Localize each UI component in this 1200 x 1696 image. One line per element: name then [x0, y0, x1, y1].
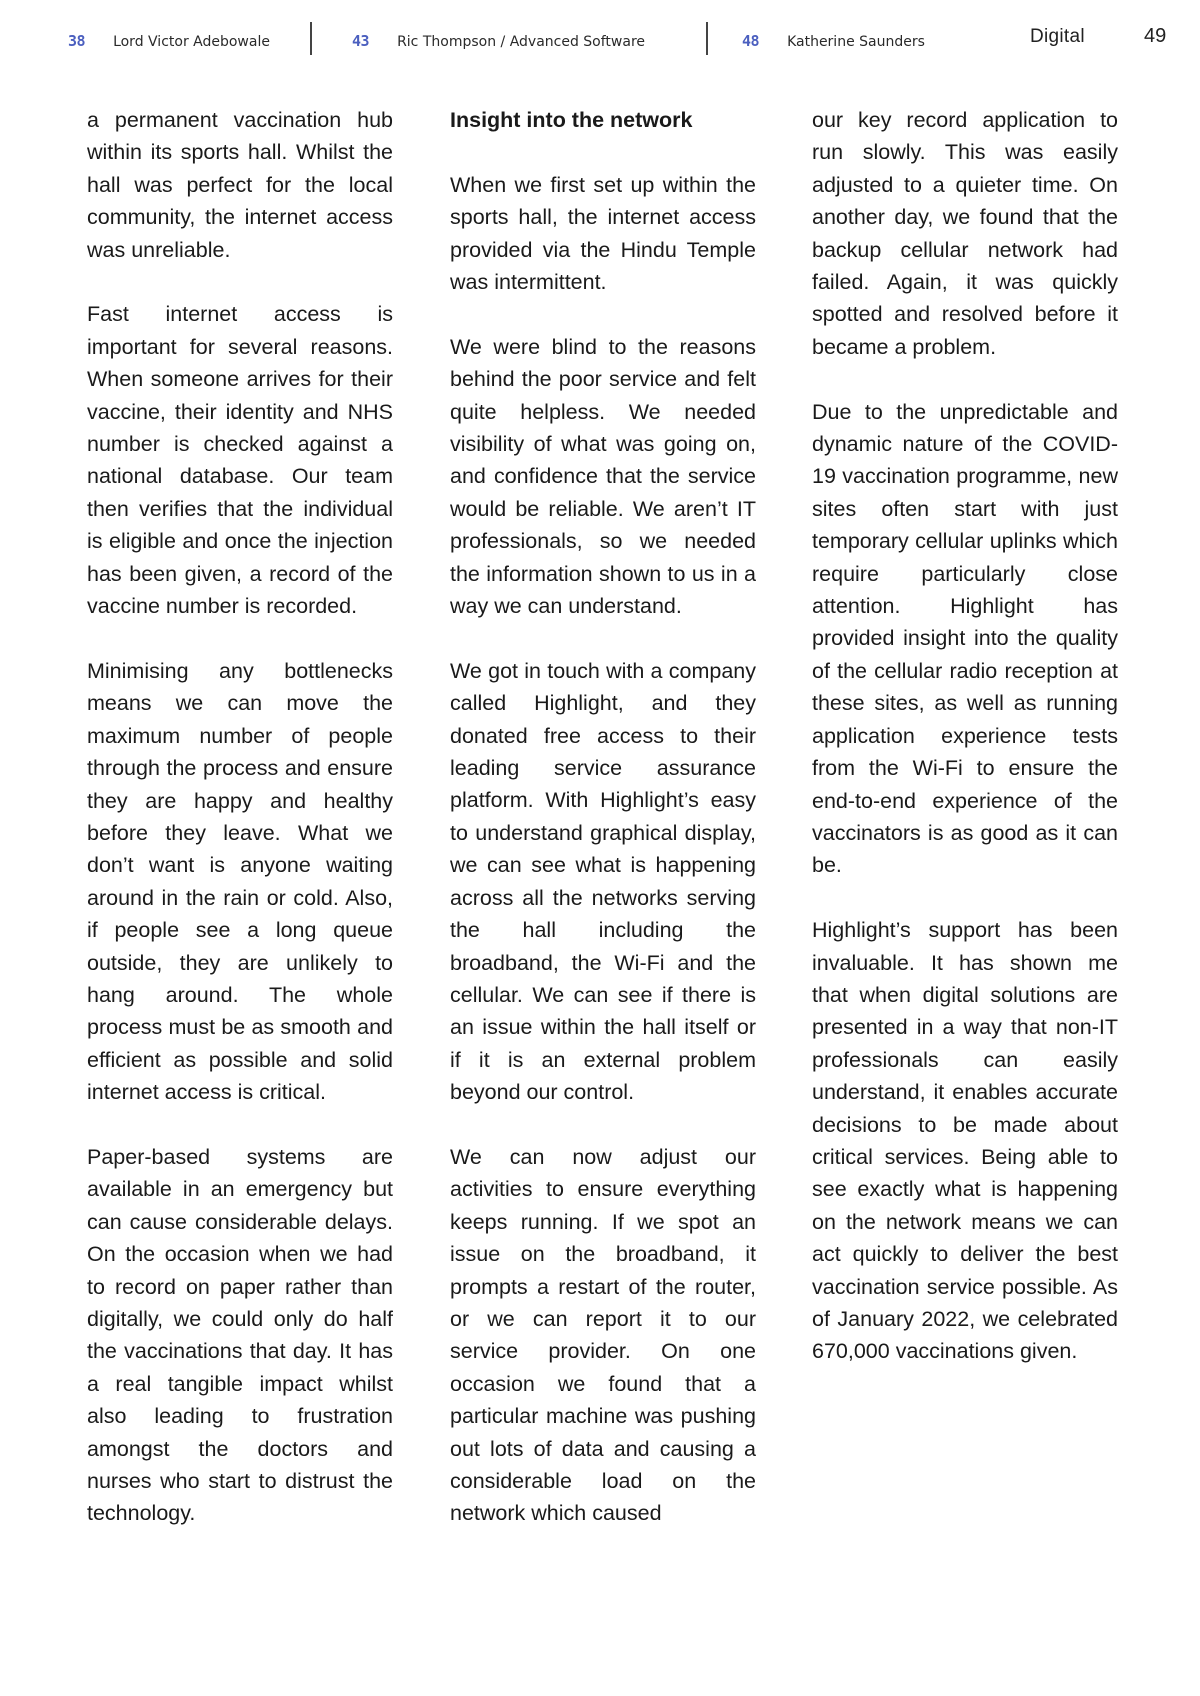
- paragraph: our key record application to run slowly. This was easily adjusted to a quieter time. On another day, we found that the backup cellular network had failed. Again, it was quickly spotted and resolved before it became a problem.: [812, 108, 1118, 359]
- nav-page-number: 48: [742, 32, 760, 50]
- paragraph: Due to the unpredictable and dynamic nature of the COVID-19 vaccination programme, new sites often start with just temporary cellular uplinks which require particularly close attention. Highlight has provided insight into the quality of the cellular radio reception at these sites, as well as running application experience tests from the Wi-Fi to ensure the end-to-end experience of the vaccinators is as good as it can be.: [812, 399, 1118, 878]
- nav-divider: [310, 22, 312, 55]
- section-heading: Insight into the network: [450, 108, 693, 132]
- page-number: 49: [1144, 25, 1167, 47]
- paragraph: We can now adjust our activities to ensure everything keeps running. If we spot an issue on the broadband, it prompts a restart of the router, or we can report it to our service provider. On one occasion we found that a particular machine was pushing out lots of data and causing a considerable load on the network which caused: [450, 1144, 756, 1526]
- nav-name: Katherine Saunders: [787, 34, 925, 50]
- text-column-1: [87, 104, 393, 1562]
- section-title: Digital: [1030, 26, 1085, 47]
- nav-page-number: 43: [352, 32, 370, 50]
- nav-page-number: 38: [68, 32, 86, 50]
- paragraph: Highlight’s support has been invaluable. It has shown me that when digital solutions are presented in a way that non-IT professionals can easily understand, it enables accurate decisions to be made about critical services. Being able to see exactly what is happening on the network means we can act quickly to deliver the best vaccination service possible. As of January 2022, we celebrated 670,000 vaccinations given.: [812, 918, 1118, 1364]
- paragraph: Fast internet access is important for several reasons. When someone arrives for their vaccine, their identity and NHS number is checked against a national database. Our team then verifies that the individual is eligible and once the injection has been given, a record of the vaccine number is recorded.: [87, 302, 393, 619]
- nav-link-thompson[interactable]: [352, 32, 645, 50]
- nav-link-saunders[interactable]: [742, 32, 925, 50]
- nav-name: Ric Thompson / Advanced Software: [397, 34, 646, 50]
- nav-name: Lord Victor Adebowale: [113, 34, 270, 50]
- paragraph: Paper-based systems are available in an emergency but can cause considerable delays. On the occasion when we had to record on paper rather than digitally, we could only do half the vaccinations that day. It has a real tangible impact whilst also leading to frustration amongst the doctors and nurses who start to distrust the technology.: [87, 1144, 393, 1526]
- page-header: [0, 0, 1200, 80]
- paragraph: When we first set up within the sports hall, the internet access provided via the Hindu Temple was intermittent.: [450, 172, 756, 295]
- nav-divider: [706, 22, 708, 55]
- paragraph: We were blind to the reasons behind the poor service and felt quite helpless. We needed visibility of what was going on, and confidence that the service would be reliable. We aren’t IT professionals, so we needed the information shown to us in a way we can understand.: [450, 334, 756, 619]
- text-column-2: [450, 104, 756, 1562]
- paragraph: a permanent vaccination hub within its sports hall. Whilst the hall was perfect for the local community, the internet access was unreliable.: [87, 108, 393, 262]
- paragraph: Minimising any bottlenecks means we can move the maximum number of people through the process and ensure they are happy and healthy before they leave. What we don’t want is anyone waiting around in the rain or cold. Also, if people see a long queue outside, they are unlikely to hang around. The whole process must be as smooth and efficient as possible and solid internet access is critical.: [87, 658, 393, 1105]
- paragraph: We got in touch with a company called Highlight, and they donated free access to their leading service assurance platform. With Highlight’s easy to understand graphical display, we can see what is happening across all the networks serving the hall including the broadband, the Wi-Fi and the cellular. We can see if there is an issue within the hall itself or if it is an external problem beyond our control.: [450, 658, 756, 1105]
- nav-link-adebowale[interactable]: [68, 32, 270, 50]
- text-column-3: [812, 104, 1118, 1400]
